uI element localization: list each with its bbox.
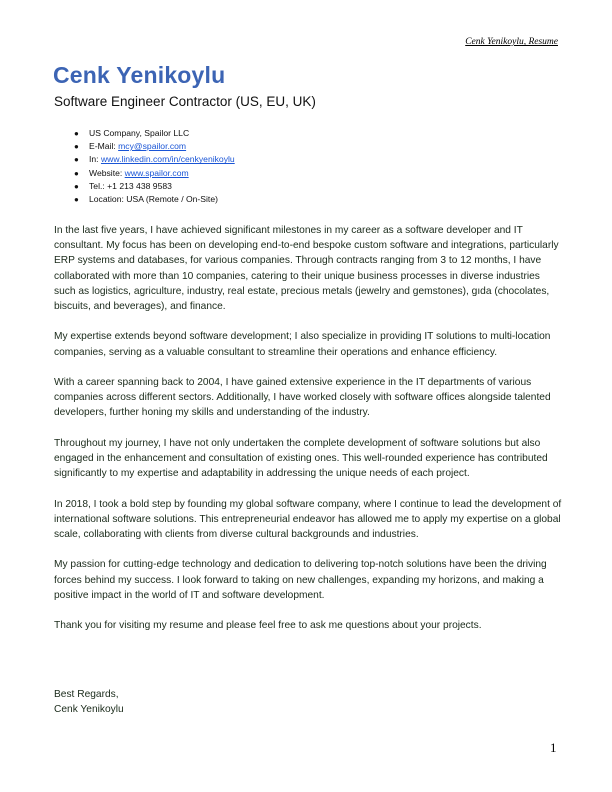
page-number: 1 bbox=[550, 740, 557, 755]
paragraph-company-founding: In 2018, I took a bold step by founding my global software company, where I continue to lead the development of international software solutions. This entrepreneurial endeavor has allowed me to apply my expertise on a global scale, collaborating with clients from diverse cultural backgrounds and industries. bbox=[54, 498, 562, 540]
bullet-icon: ● bbox=[74, 155, 79, 165]
paragraph-passion: My passion for cutting-edge technology and dedication to delivering top-notch solutions have been the driving forces behind my success. I look forward to taking on new challenges, expanding my horizons, and making a positive impact in the world of IT and software development. bbox=[54, 559, 547, 601]
bullet-icon: ● bbox=[74, 168, 79, 178]
linkedin-link[interactable]: www.linkedin.com/in/cenkyenikoylu bbox=[100, 154, 235, 165]
paragraph-journey: Throughout my journey, I have not only undertaken the complete development of software solutions but also engaged in the enhancement and consultation of existing ones. This well-rounded experience has contributed significantly to my expertise and adaptability in addressing the unique needs of each project. bbox=[54, 437, 548, 480]
email-link[interactable]: mcy@spailor.com bbox=[118, 141, 187, 152]
signature: Cenk Yenikoylu bbox=[54, 704, 124, 716]
closing-line: Best Regards, bbox=[54, 689, 119, 700]
contact-label: US Company, Spailor LLC bbox=[89, 128, 190, 138]
paragraph-experience: With a career spanning back to 2004, I have gained extensive experience in the IT departments of various companies across different sectors. Additionally, I have worked closely with software offices alongside talented developers, further honing my skills and understanding of the industry. bbox=[54, 377, 551, 419]
bullet-icon: ● bbox=[74, 181, 79, 191]
contact-list bbox=[74, 127, 235, 206]
signoff bbox=[54, 687, 124, 717]
contact-label: Tel.: +1 213 438 9583 bbox=[89, 180, 172, 191]
contact-label: In: bbox=[89, 154, 101, 165]
bullet-icon: ● bbox=[74, 142, 79, 152]
contact-website bbox=[74, 167, 235, 180]
bullet-icon: ● bbox=[74, 129, 79, 138]
contact-label: Location: USA (Remote / On-Site) bbox=[89, 193, 218, 204]
contact-location bbox=[74, 193, 235, 206]
candidate-title: Software Engineer Contractor (US, EU, UK) bbox=[54, 94, 316, 109]
website-link[interactable]: www.spailor.com bbox=[124, 167, 189, 178]
paragraph-expertise: My expertise extends beyond software development; I also specialize in providing IT solutions to multi-location companies, serving as a valuable consultant to streamline their operations and enhance efficiency. bbox=[54, 331, 551, 358]
contact-label: Website: bbox=[89, 167, 125, 178]
summary-body bbox=[54, 223, 564, 649]
running-header: Cenk Yenikoylu, Resume bbox=[465, 37, 558, 47]
contact-label: E-Mail: bbox=[89, 141, 119, 152]
contact-linkedin bbox=[74, 153, 235, 166]
paragraph-thank-you: Thank you for visiting my resume and please feel free to ask me questions about your projects. bbox=[54, 620, 482, 632]
contact-email bbox=[74, 140, 235, 153]
paragraph-career-milestones: In the last five years, I have achieved significant milestones in my career as a software developer and IT consultant. My focus has been on developing end-to-end bespoke custom software and integrations, particularly ERP systems and databases, for various companies. Through contracts ranging from 3 to 12 months, I have collaborated with more than 10 companies, catering to their unique business processes in diverse industries such as logistics, agriculture, industry, real estate, precious metals (jewelry and gemstones), gıda (chocolates, biscuits, and beverages), and finance. bbox=[54, 225, 559, 313]
contact-phone bbox=[74, 180, 235, 193]
candidate-name: Cenk Yenikoylu bbox=[53, 62, 226, 88]
contact-company bbox=[74, 127, 235, 140]
bullet-icon: ● bbox=[74, 194, 79, 204]
